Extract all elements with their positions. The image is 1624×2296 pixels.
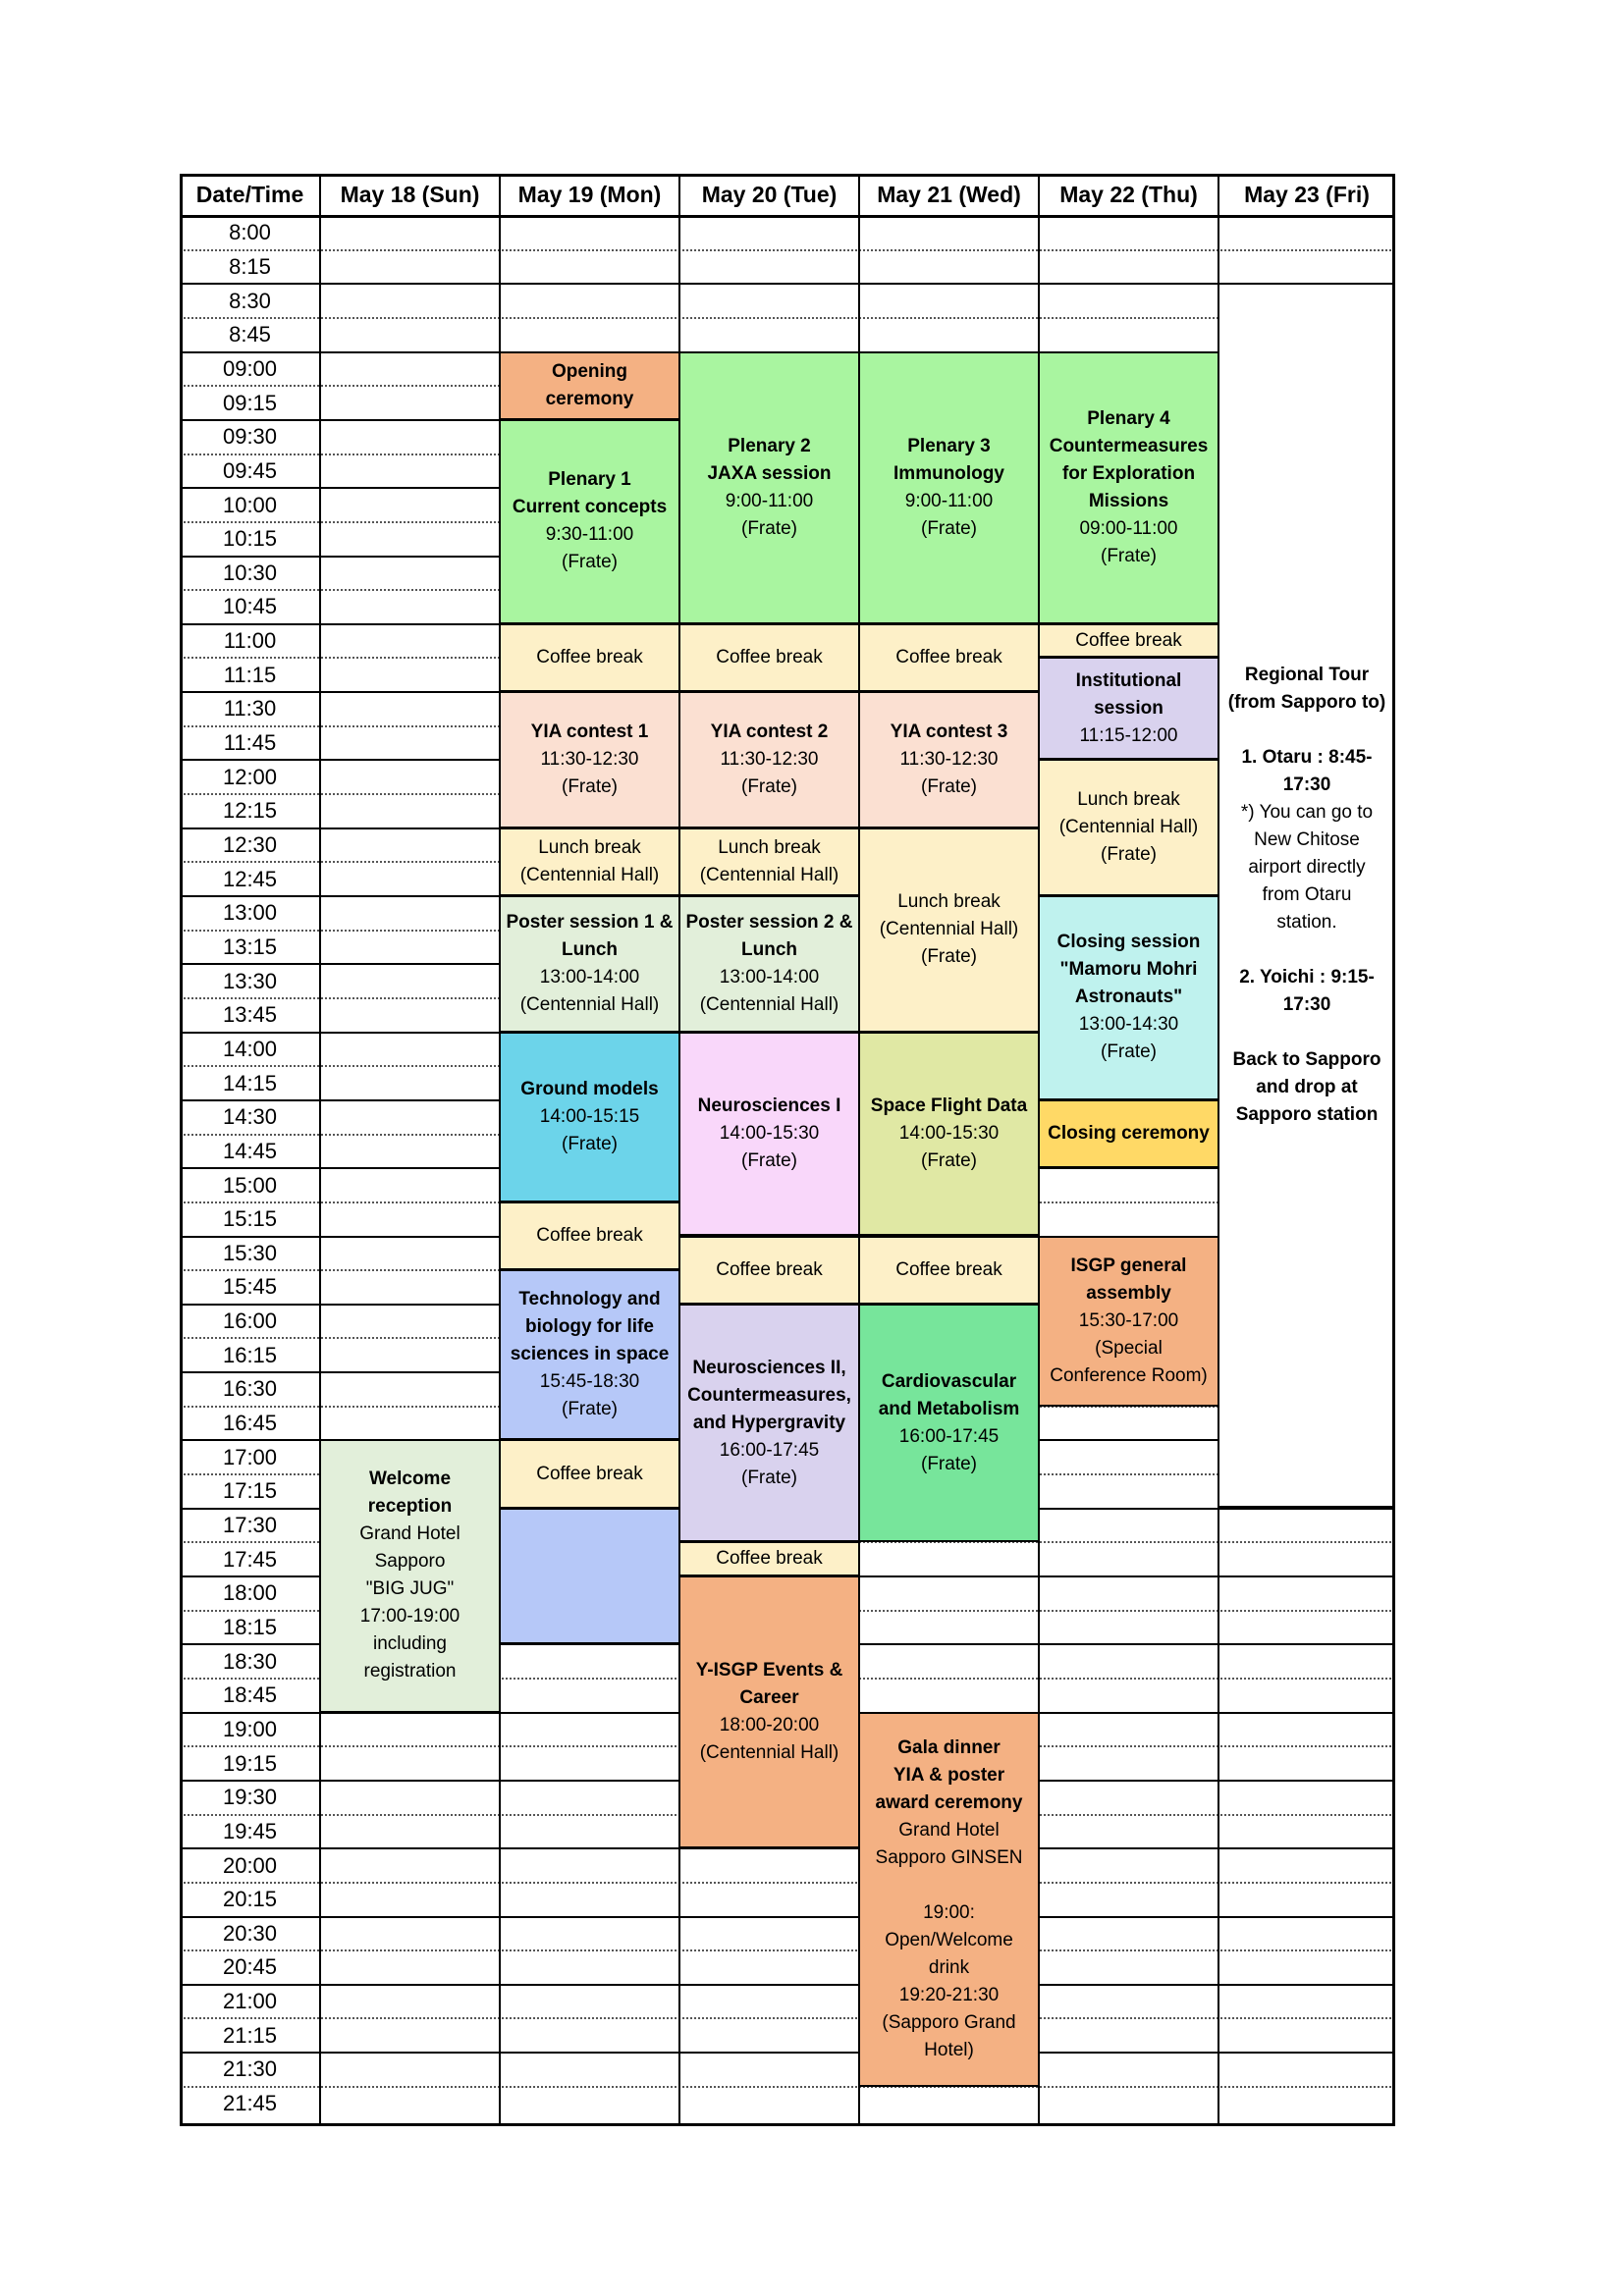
event-block	[860, 691, 1040, 828]
regional-tour-block	[1219, 283, 1394, 1508]
event-block	[860, 1712, 1040, 2087]
time-label: 11:30	[223, 696, 277, 721]
event-text: YIA contest 2	[710, 721, 829, 742]
event-text: Technology and	[518, 1289, 661, 1310]
tour-text: from Otaru	[1262, 883, 1352, 905]
column-divider	[319, 174, 321, 2126]
event-block	[680, 1236, 860, 1305]
time-label: 17:15	[222, 1478, 278, 1504]
header-day-19: May 19 (Mon)	[500, 174, 679, 216]
event-text: Grand Hotel	[898, 1819, 1000, 1841]
event-text: (Frate)	[562, 1399, 618, 1420]
event-text: sciences in space	[510, 1344, 670, 1365]
event-block	[501, 1439, 680, 1508]
time-label: 10:45	[222, 594, 278, 619]
event-text: (Centennial Hall)	[699, 864, 839, 885]
time-label: 8:00	[229, 220, 271, 245]
time-label: 8:15	[229, 253, 271, 279]
event-text: (Centennial Hall)	[519, 864, 660, 885]
time-label: 14:15	[222, 1070, 278, 1095]
event-text: Coffee break	[536, 1224, 643, 1246]
event-text: YIA & poster	[893, 1764, 1005, 1786]
event-block	[680, 691, 860, 828]
event-text: Coffee break	[895, 1258, 1002, 1280]
event-text: Coffee break	[1075, 629, 1182, 651]
time-label: 17:45	[222, 1546, 278, 1572]
event-text: Opening	[551, 360, 628, 382]
event-text: Y-ISGP Events &	[695, 1660, 843, 1682]
event-text: (Centennial Hall)	[699, 1742, 839, 1764]
time-label: 8:45	[229, 322, 271, 347]
event-text: (Frate)	[1101, 545, 1157, 566]
time-label: 17:30	[222, 1513, 278, 1537]
time-label: 13:30	[222, 968, 278, 993]
row-divider	[180, 1949, 1395, 1951]
event-text: Lunch break	[897, 891, 1001, 913]
event-text: 16:00-17:45	[898, 1425, 1000, 1447]
event-text: 18:00-20:00	[719, 1715, 820, 1736]
event-text: Career	[739, 1687, 799, 1709]
event-text: (Centennial Hall)	[699, 993, 839, 1015]
event-text: ISGP general	[1070, 1255, 1187, 1276]
event-text: for Exploration	[1061, 462, 1196, 484]
event-block	[501, 1269, 680, 1440]
event-block	[680, 1541, 860, 1576]
event-block	[501, 351, 680, 420]
event-block	[860, 828, 1040, 1033]
event-text: 13:00-14:30	[1078, 1014, 1179, 1036]
event-text: (Sapporo Grand	[882, 2011, 1016, 2033]
event-text: assembly	[1086, 1282, 1171, 1304]
event-text: Plenary 4	[1087, 407, 1170, 429]
time-label: 8:30	[229, 288, 271, 313]
event-text: JAXA session	[707, 462, 832, 484]
time-label: 15:30	[222, 1240, 278, 1265]
time-label: 19:30	[222, 1785, 278, 1810]
time-label: 14:30	[222, 1104, 278, 1130]
event-text: 11:30-12:30	[720, 748, 819, 770]
header-day-23: May 23 (Fri)	[1218, 174, 1395, 216]
event-text: (Frate)	[741, 517, 797, 539]
event-block	[501, 828, 680, 896]
event-text: Missions	[1088, 490, 1169, 511]
time-label: 14:45	[222, 1138, 278, 1163]
event-text: (Centennial Hall)	[1058, 817, 1199, 838]
event-block	[680, 828, 860, 896]
event-text: 13:00-14:00	[539, 966, 640, 988]
event-block	[860, 1236, 1040, 1305]
event-text: 13:00-14:00	[719, 966, 820, 988]
time-label: 20:15	[222, 1887, 278, 1912]
tour-text: *) You can go to	[1240, 801, 1374, 823]
header-date-time: Date/Time	[180, 174, 320, 216]
event-block	[1040, 895, 1219, 1100]
time-label: 12:30	[222, 832, 278, 857]
time-label: 17:00	[222, 1444, 278, 1469]
event-block	[321, 1439, 501, 1712]
event-text: (Centennial Hall)	[519, 993, 660, 1015]
event-text: Lunch break	[1077, 789, 1180, 811]
event-text: Astronauts"	[1074, 987, 1183, 1008]
event-block	[680, 623, 860, 692]
event-text: Neurosciences II,	[692, 1357, 846, 1378]
event-text: Institutional	[1075, 669, 1182, 691]
event-text: ceremony	[545, 388, 634, 409]
event-text: 14:00-15:30	[898, 1123, 1000, 1145]
event-block	[680, 1575, 860, 1848]
time-label: 18:30	[222, 1648, 278, 1674]
event-text: 19:00:	[923, 1901, 975, 1923]
event-text: (Frate)	[921, 946, 977, 968]
event-block	[860, 623, 1040, 692]
event-text: (Frate)	[921, 1150, 977, 1172]
time-label: 20:30	[222, 1920, 278, 1946]
row-divider	[180, 2017, 1395, 2019]
event-text: 9:30-11:00	[545, 524, 634, 546]
time-label: 18:00	[222, 1580, 278, 1606]
event-text: reception	[367, 1496, 453, 1518]
event-text: 15:30-17:00	[1078, 1309, 1179, 1331]
time-label: 20:00	[222, 1852, 278, 1878]
time-label: 10:00	[222, 492, 278, 517]
tour-text: station.	[1276, 911, 1337, 933]
event-text: Coffee break	[536, 646, 643, 667]
event-text: Open/Welcome	[885, 1929, 1013, 1950]
time-label: 19:15	[222, 1750, 278, 1776]
time-label: 09:30	[222, 424, 278, 450]
event-text: Neurosciences I	[697, 1095, 841, 1117]
event-block	[501, 419, 680, 624]
schedule-table	[180, 174, 1395, 2126]
event-block	[1040, 759, 1219, 896]
event-text: (Frate)	[741, 775, 797, 797]
time-label: 18:15	[222, 1614, 278, 1639]
event-text: Lunch break	[538, 836, 641, 858]
event-text: Plenary 2	[728, 435, 811, 456]
header-day-20: May 20 (Tue)	[679, 174, 859, 216]
event-text: Countermeasures	[1049, 435, 1209, 456]
event-text: Coffee break	[536, 1463, 643, 1484]
event-text: (Frate)	[921, 517, 977, 539]
event-text: Cardiovascular	[881, 1370, 1017, 1392]
event-text: award ceremony	[875, 1791, 1023, 1813]
event-text: 9:00-11:00	[904, 490, 994, 511]
event-block	[501, 1508, 680, 1645]
event-text: Conference Room)	[1050, 1364, 1208, 1386]
row-divider	[180, 2052, 1395, 2054]
row-divider	[180, 1916, 1395, 1918]
event-text: and Metabolism	[878, 1398, 1020, 1419]
event-text: Poster session 2 &	[685, 911, 853, 933]
event-text: (Frate)	[562, 775, 618, 797]
event-text: (Frate)	[921, 1453, 977, 1474]
time-label: 21:00	[222, 1989, 278, 2014]
event-text: 09:00-11:00	[1079, 517, 1178, 539]
time-label: 14:00	[222, 1036, 278, 1061]
event-text: Closing ceremony	[1048, 1123, 1210, 1145]
time-label: 11:45	[223, 730, 277, 756]
time-label: 19:00	[222, 1716, 278, 1741]
time-label: 13:45	[222, 1002, 278, 1028]
event-text: Coffee break	[716, 1548, 823, 1570]
event-text: (Frate)	[921, 775, 977, 797]
row-divider	[180, 317, 1395, 319]
event-text: 15:45-18:30	[539, 1371, 640, 1393]
event-text: (Frate)	[562, 1133, 618, 1154]
tour-text: 1. Otaru : 8:45-	[1241, 746, 1373, 768]
time-label: 20:45	[222, 1954, 278, 1980]
tour-text: Sapporo station	[1235, 1103, 1379, 1125]
tour-text: 2. Yoichi : 9:15-	[1239, 966, 1375, 988]
event-text: Poster session 1 &	[506, 911, 674, 933]
event-text: (Frate)	[741, 1150, 797, 1172]
event-block	[501, 691, 680, 828]
event-text: biology for life	[525, 1316, 654, 1338]
time-label: 16:15	[222, 1342, 278, 1367]
event-text: Welcome	[368, 1468, 452, 1490]
time-label: 12:15	[222, 798, 278, 824]
event-text: (Centennial Hall)	[879, 919, 1019, 940]
event-text: "Mamoru Mohri	[1059, 959, 1198, 981]
event-text: 11:30-12:30	[899, 748, 999, 770]
time-label: 10:30	[222, 560, 278, 585]
event-text: (Frate)	[1101, 844, 1157, 866]
event-text: 17:00-19:00	[359, 1606, 460, 1628]
time-label: 16:30	[222, 1376, 278, 1402]
event-text: Lunch	[741, 938, 797, 960]
event-text: Lunch break	[718, 836, 821, 858]
event-text: Hotel)	[924, 2039, 974, 2060]
tour-text: Back to Sapporo	[1232, 1048, 1381, 1070]
tour-text: New Chitose	[1254, 828, 1360, 850]
event-text: 16:00-17:45	[719, 1439, 820, 1461]
event-block	[680, 895, 860, 1033]
event-text: Sapporo	[374, 1551, 446, 1573]
header-day-21: May 21 (Wed)	[859, 174, 1039, 216]
time-label: 21:15	[222, 2022, 278, 2048]
event-text: session	[1094, 697, 1164, 719]
event-text: Coffee break	[716, 646, 823, 667]
event-block	[1040, 1099, 1219, 1168]
event-block	[501, 895, 680, 1033]
time-label: 11:15	[223, 662, 277, 687]
event-block	[860, 1032, 1040, 1237]
event-block	[1040, 657, 1219, 760]
event-block	[501, 1032, 680, 1202]
event-text: (Special	[1095, 1337, 1163, 1359]
event-text: Plenary 3	[907, 435, 991, 456]
event-text: (Frate)	[741, 1467, 797, 1488]
time-label: 15:45	[222, 1274, 278, 1300]
row-divider	[180, 2086, 1395, 2088]
time-label: 18:45	[222, 1682, 278, 1708]
event-text: 11:30-12:30	[540, 748, 639, 770]
event-text: Lunch	[562, 938, 618, 960]
event-block	[680, 1304, 860, 1543]
event-text: registration	[363, 1661, 457, 1682]
event-text: Ground models	[520, 1078, 659, 1099]
time-label: 13:00	[222, 900, 278, 926]
event-block	[1040, 623, 1219, 659]
time-label: 13:15	[222, 934, 278, 959]
event-text: Countermeasures,	[687, 1384, 851, 1406]
event-text: drink	[928, 1956, 970, 1978]
tour-text: airport directly	[1248, 856, 1366, 878]
event-text: Gala dinner	[897, 1736, 1001, 1758]
event-text: Coffee break	[895, 646, 1002, 667]
event-text: 11:15-12:00	[1079, 724, 1178, 746]
event-text: (Frate)	[562, 552, 618, 573]
event-text	[947, 1872, 951, 1899]
time-label: 21:30	[222, 2056, 278, 2082]
tour-text: and drop at	[1256, 1076, 1358, 1097]
event-text: Current concepts	[512, 497, 668, 518]
time-label: 09:15	[222, 390, 278, 415]
time-label: 10:15	[222, 526, 278, 552]
time-label: 21:45	[222, 2091, 278, 2116]
event-block	[1040, 1236, 1219, 1407]
header-day-22: May 22 (Thu)	[1039, 174, 1218, 216]
event-text: "BIG JUG"	[365, 1578, 455, 1600]
time-label: 09:45	[222, 457, 278, 483]
time-label: 16:45	[222, 1411, 278, 1436]
event-text: Coffee break	[716, 1258, 823, 1280]
tour-text: 17:30	[1282, 993, 1331, 1015]
tour-text: (from Sapporo to)	[1227, 691, 1386, 713]
event-text: 14:00-15:15	[539, 1105, 640, 1127]
row-divider	[180, 1882, 1395, 1884]
event-block	[1040, 351, 1219, 624]
time-label: 12:00	[222, 764, 278, 789]
event-text: (Frate)	[1101, 1041, 1157, 1063]
tour-text: Regional Tour	[1244, 664, 1370, 685]
event-text: 9:00-11:00	[725, 490, 814, 511]
time-label: 09:00	[222, 355, 278, 381]
event-text: Grand Hotel	[359, 1523, 460, 1545]
event-block	[860, 351, 1040, 624]
event-block	[680, 1032, 860, 1237]
row-divider	[180, 249, 1395, 251]
row-divider	[180, 1984, 1395, 1986]
event-text: YIA contest 3	[890, 721, 1008, 742]
event-text: Closing session	[1056, 932, 1201, 953]
event-text: 19:20-21:30	[898, 1984, 1000, 2005]
event-text: Plenary 1	[548, 469, 631, 491]
time-label: 12:45	[222, 866, 278, 891]
time-label: 15:00	[222, 1172, 278, 1198]
tour-text: 17:30	[1282, 774, 1331, 795]
event-block	[501, 623, 680, 692]
event-text: Sapporo GINSEN	[875, 1846, 1023, 1868]
row-divider	[180, 283, 1395, 285]
header-divider	[180, 215, 1395, 218]
event-text: YIA contest 1	[530, 721, 649, 742]
time-label: 16:00	[222, 1308, 278, 1334]
event-text: and Hypergravity	[692, 1412, 846, 1433]
event-text: Space Flight Data	[870, 1095, 1028, 1117]
event-block	[680, 351, 860, 624]
event-text: Immunology	[893, 462, 1004, 484]
event-text: 14:00-15:30	[719, 1123, 820, 1145]
time-label: 15:15	[222, 1206, 278, 1232]
event-block	[860, 1304, 1040, 1543]
event-block	[501, 1201, 680, 1270]
event-text: including	[373, 1633, 447, 1655]
header-day-18: May 18 (Sun)	[320, 174, 500, 216]
time-label: 11:00	[223, 628, 277, 654]
time-label: 19:45	[222, 1818, 278, 1843]
